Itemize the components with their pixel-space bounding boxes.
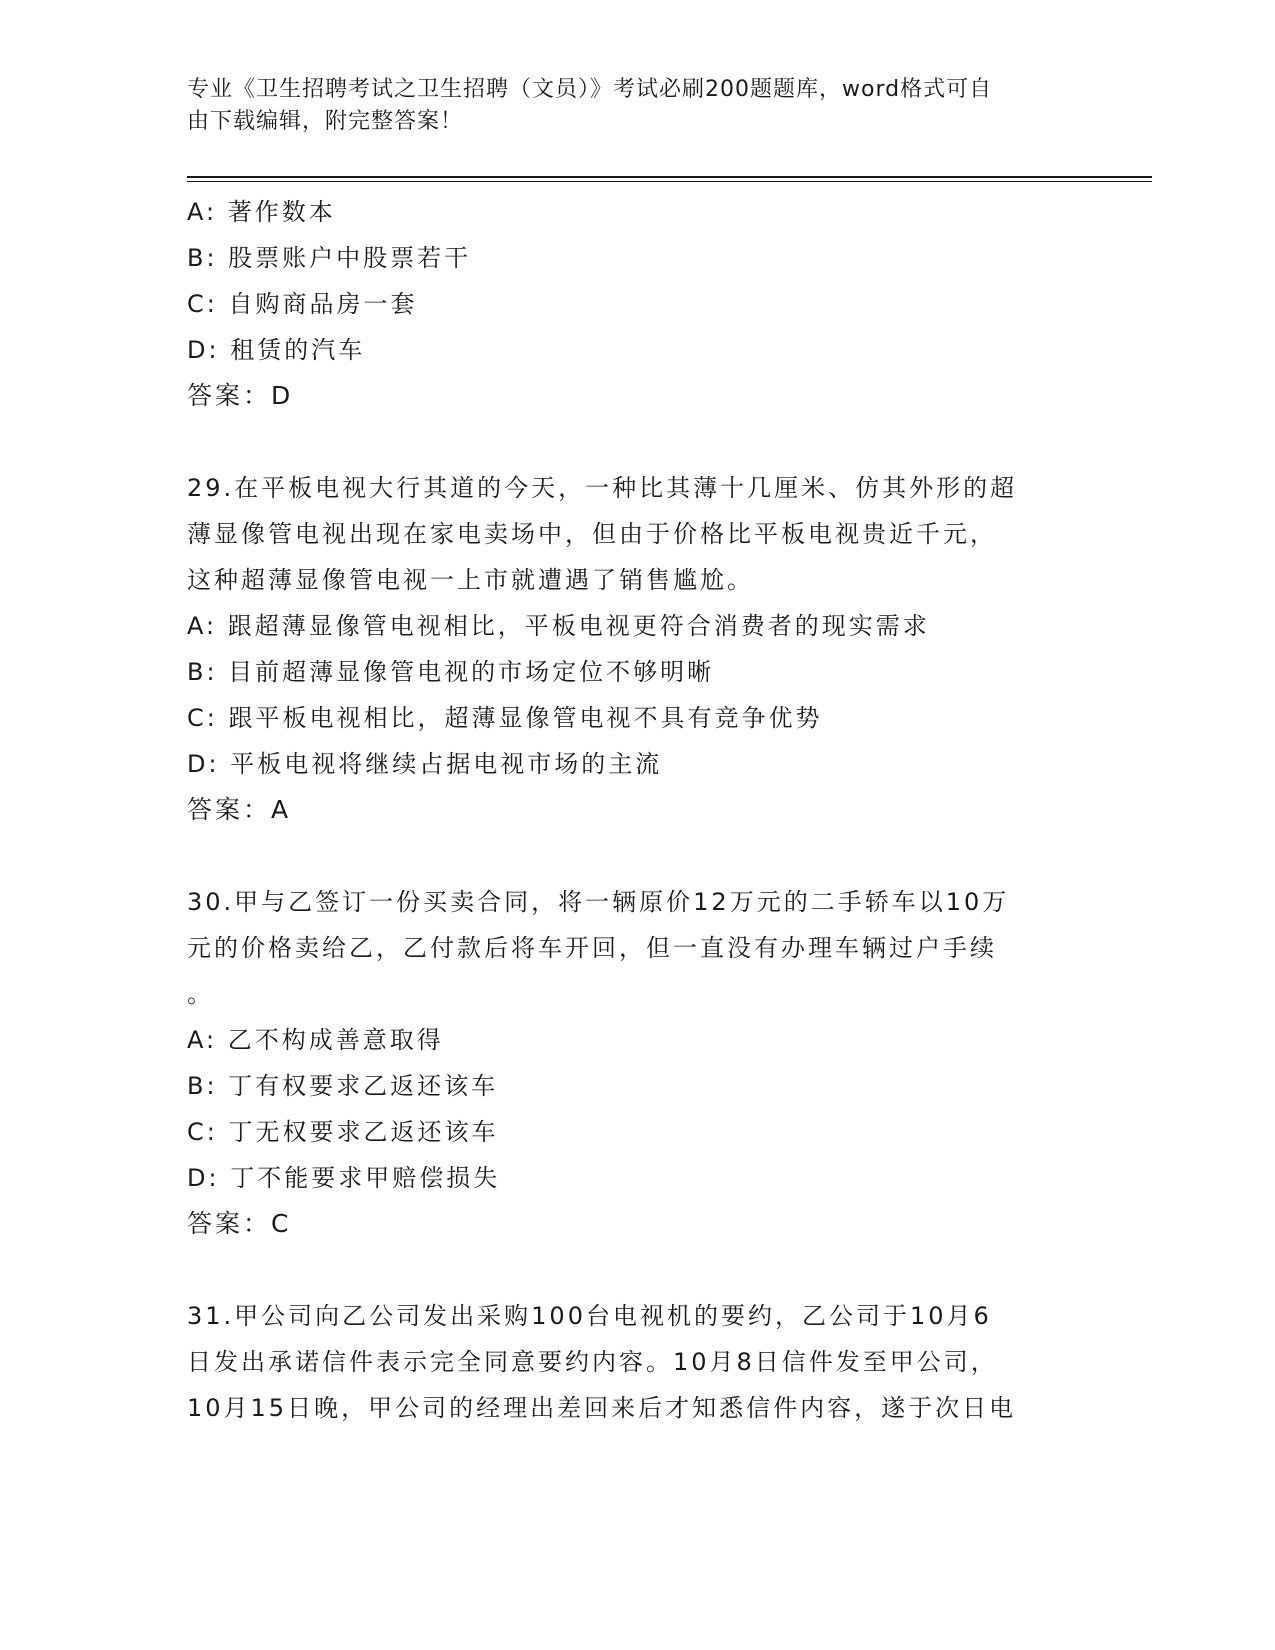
option-d: D: 租赁的汽车 [187, 336, 366, 364]
option-b: B: 股票账户中股票若干 [187, 244, 472, 272]
question-stem-line: 30.甲与乙签订一份买卖合同，将一辆原价12万元的二手轿车以10万 [187, 888, 1010, 916]
question-stem-line: 日发出承诺信件表示完全同意要约内容。10月8日信件发至甲公司， [187, 1348, 998, 1376]
question-stem-line: 31.甲公司向乙公司发出采购100台电视机的要约，乙公司于10月6 [187, 1302, 992, 1330]
option-b: B: 目前超薄显像管电视的市场定位不够明晰 [187, 658, 715, 686]
option-c: C: 跟平板电视相比，超薄显像管电视不具有竞争优势 [187, 704, 823, 732]
option-c: C: 自购商品房一套 [187, 290, 418, 318]
question-stem-line: 。 [187, 980, 214, 1008]
option-d: D: 平板电视将继续占据电视市场的主流 [187, 750, 663, 778]
question-31 [187, 1293, 1087, 1431]
question-29 [187, 465, 1087, 833]
option-d: D: 丁不能要求甲赔偿损失 [187, 1164, 501, 1192]
header-divider-thin [187, 181, 1152, 182]
spacer [187, 1247, 1087, 1293]
header-divider-thick [187, 176, 1152, 178]
question-stem-line: 这种超薄显像管电视一上市就遭遇了销售尴尬。 [187, 566, 754, 594]
spacer [187, 833, 1087, 879]
question-stem-line: 薄显像管电视出现在家电卖场中，但由于价格比平板电视贵近千元， [187, 520, 997, 548]
option-c: C: 丁无权要求乙返还该车 [187, 1118, 499, 1146]
spacer [187, 419, 1087, 465]
header-line-2: 由下载编辑，附完整答案！ [187, 109, 464, 134]
option-a: A: 乙不构成善意取得 [187, 1026, 444, 1054]
answer: 答案：D [187, 381, 294, 410]
question-stem-line: 29.在平板电视大行其道的今天，一种比其薄十几厘米、仿其外形的超 [187, 474, 1018, 502]
option-a: A: 著作数本 [187, 198, 336, 226]
question-30 [187, 879, 1087, 1247]
answer: 答案：C [187, 1209, 292, 1238]
question-28 [187, 189, 1087, 419]
header-line-1: 专业《卫生招聘考试之卫生招聘（文员）》考试必刷200题题库，word格式可自 [187, 77, 993, 102]
question-stem-line: 10月15日晚，甲公司的经理出差回来后才知悉信件内容，遂于次日电 [187, 1394, 1017, 1422]
question-stem-line: 元的价格卖给乙，乙付款后将车开回，但一直没有办理车辆过户手续 [187, 934, 997, 962]
document-header [187, 74, 1067, 138]
option-a: A: 跟超薄显像管电视相比，平板电视更符合消费者的现实需求 [187, 612, 930, 640]
option-b: B: 丁有权要求乙返还该车 [187, 1072, 499, 1100]
question-list [187, 189, 1087, 1431]
answer: 答案：A [187, 795, 292, 824]
